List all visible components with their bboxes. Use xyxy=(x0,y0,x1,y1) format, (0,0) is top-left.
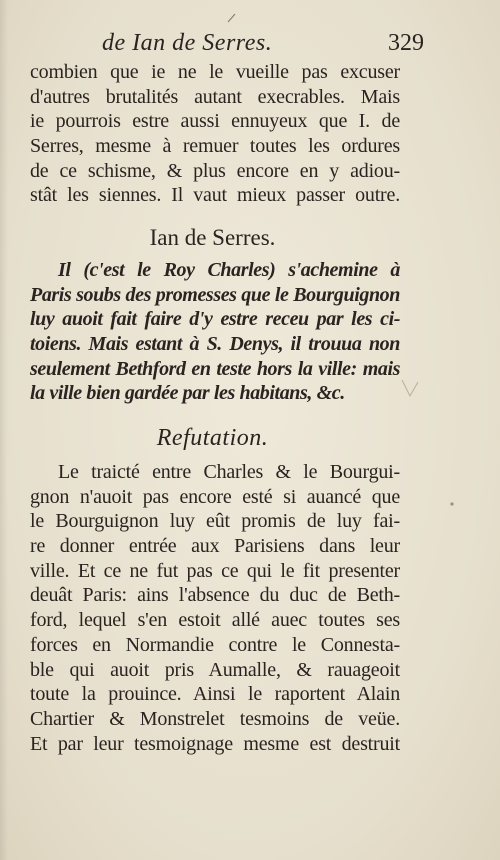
section-heading: Ian de Serres. xyxy=(149,225,276,250)
paragraph-continuation xyxy=(30,60,400,208)
quotation-line: toiens. Mais estant à S. Denys, il trouua non xyxy=(30,333,400,356)
bleed-through-mark xyxy=(400,378,420,400)
text-line: de ce schisme, & plus encore en y adiou- xyxy=(30,159,400,182)
quotation-line: Paris soubs des promesses que le Bourguignon xyxy=(30,283,400,306)
running-head-title: de Ian de Serres. xyxy=(102,30,273,56)
text-line: re donner entrée aux Parisiens dans leur xyxy=(30,535,400,558)
text-line: stât les siennes. Il vaut mieux passer outre. xyxy=(30,184,400,207)
text-line: ble qui auoit pris Aumalle, & rauageoit xyxy=(30,658,400,681)
text-line: gnon n'auoit pas encore esté si auancé que xyxy=(30,485,400,508)
quotation-block-continued xyxy=(30,283,400,406)
quotation-line: luy auoit fait faire d'y estre receu par les ci- xyxy=(30,308,400,331)
text-line: combien que ie ne le vueille pas excuser xyxy=(30,61,400,83)
text-line: d'autres brutalités autant execrables. Mais xyxy=(30,85,400,108)
text-line: forces en Normandie contre le Connesta- xyxy=(30,633,400,656)
running-head xyxy=(30,24,424,64)
text-line: Chartier & Monstrelet tesmoins de veüe. xyxy=(30,707,400,730)
quotation-line: Il (c'est le Roy Charles) s'achemine à xyxy=(58,259,400,281)
quotation-line: la ville bien gardée par les habitans, &c. xyxy=(30,382,345,405)
quotation-block xyxy=(58,258,400,283)
text-line: Serres, mesme à remuer toutes les ordures xyxy=(30,135,400,158)
text-line: Le traicté entre Charles & le Bourgui- xyxy=(58,461,400,483)
text-line: toute la prouince. Ainsi le raportent Alain xyxy=(30,683,400,706)
refutation-heading: Refutation. xyxy=(156,425,269,451)
quotation-line: seulement Bethford en teste hors la ville: mais xyxy=(30,357,400,380)
text-line: ie pourrois estre aussi ennuyeux que I. de xyxy=(30,110,400,133)
text-line: Et par leur tesmoignage mesme est destruit xyxy=(30,732,400,755)
text-line: le Bourguignon luy eût promis de luy fai- xyxy=(30,510,400,533)
margin-speck xyxy=(448,500,456,508)
refutation-paragraph xyxy=(30,485,400,757)
refutation-first-line xyxy=(58,460,400,485)
page-number: 329 xyxy=(388,30,424,56)
ink-speck xyxy=(226,12,238,24)
text-line: ville. Et ce ne fut pas ce qui le fit presenter xyxy=(30,559,400,582)
text-line: ford, lequel s'en estoit allé auec toutes ses xyxy=(30,609,400,632)
text-line: deuât Paris: ains l'absence du duc de Beth- xyxy=(30,584,400,607)
